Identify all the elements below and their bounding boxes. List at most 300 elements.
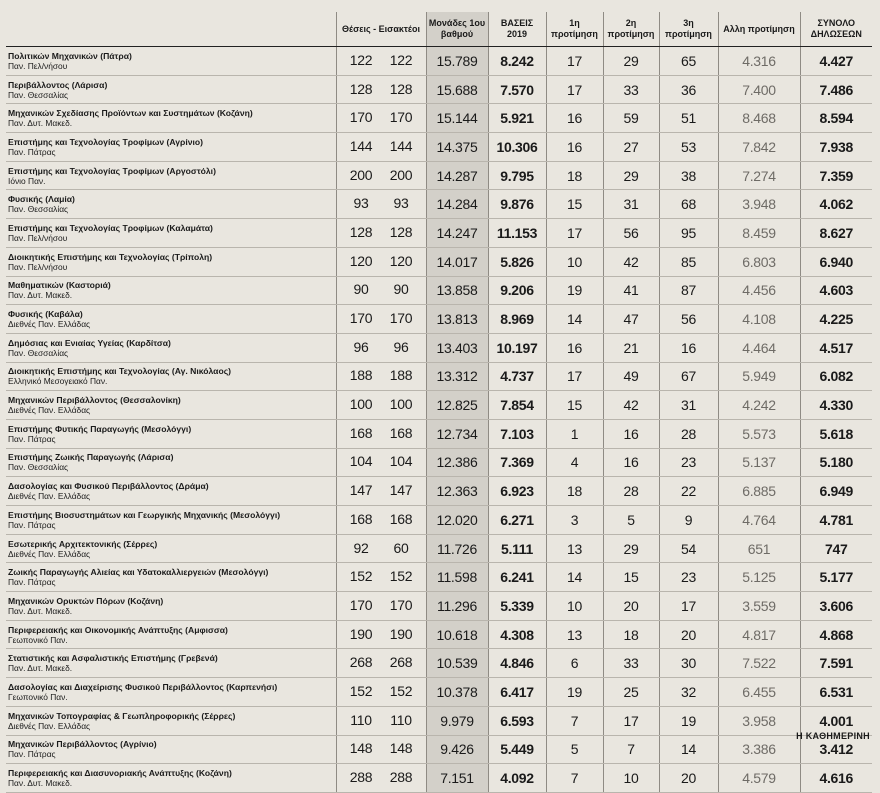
pref1-value: 18: [546, 477, 603, 506]
total-value: 4.427: [800, 47, 872, 76]
department-cell: [6, 592, 336, 621]
department-cell: [6, 534, 336, 563]
admitted-value: 288: [389, 769, 413, 786]
admitted-value: 96: [393, 338, 409, 355]
base-value: 9.206: [488, 276, 546, 305]
positions-value: 110: [350, 711, 372, 728]
pref2-value: 29: [603, 161, 659, 190]
department-cell: [6, 190, 336, 219]
department-cell: [6, 75, 336, 104]
admitted-value: 100: [389, 396, 413, 413]
department-cell: [6, 419, 336, 448]
total-value: 6.949: [800, 477, 872, 506]
positions-value: 90: [353, 281, 369, 298]
positions-cell: [336, 706, 426, 735]
pref3-value: 16: [659, 333, 718, 362]
other-pref-value: 5.949: [718, 362, 800, 391]
base-value: 7.570: [488, 75, 546, 104]
university-name: Παν. Δυτ. Μακεδ.: [8, 605, 73, 616]
base-value: 5.339: [488, 592, 546, 621]
total-value: 6.531: [800, 678, 872, 707]
admissions-table: [6, 12, 872, 793]
units-value: 13.403: [426, 333, 488, 362]
total-value: 4.781: [800, 506, 872, 535]
admitted-value: 152: [389, 568, 413, 585]
admitted-value: 128: [389, 80, 413, 97]
base-value: 4.846: [488, 649, 546, 678]
department-cell: [6, 104, 336, 133]
total-value: 8.594: [800, 104, 872, 133]
pref2-value: 29: [603, 47, 659, 76]
pref1-value: 17: [546, 75, 603, 104]
university-name: Διεθνές Παν. Ελλάδας: [8, 405, 91, 416]
table-row: [6, 706, 872, 735]
other-pref-value: 6.885: [718, 477, 800, 506]
pref3-value: 95: [659, 219, 718, 248]
pref3-value: 32: [659, 678, 718, 707]
positions-value: 152: [349, 682, 373, 699]
table-row: [6, 247, 872, 276]
positions-value: 200: [349, 166, 373, 183]
other-pref-value: 6.455: [718, 678, 800, 707]
other-pref-value: 5.137: [718, 448, 800, 477]
header-other: Αλλη προτίμηση: [718, 12, 800, 47]
positions-value: 190: [349, 625, 373, 642]
other-pref-value: 7.522: [718, 649, 800, 678]
header-pref2: 2η προτίμηση: [603, 12, 659, 47]
total-value: 4.062: [800, 190, 872, 219]
header-base: ΒΑΣΕΙΣ 2019: [488, 12, 546, 47]
pref2-value: 33: [603, 649, 659, 678]
pref3-value: 38: [659, 161, 718, 190]
department-name: Επιστήμης και Τεχνολογίας Τροφίμων (Αγρίνιο): [8, 136, 204, 147]
university-name: Ιόνιο Παν.: [8, 175, 46, 186]
other-pref-value: 5.125: [718, 563, 800, 592]
total-value: 5.618: [800, 419, 872, 448]
base-value: 9.795: [488, 161, 546, 190]
pref1-value: 1: [546, 419, 603, 448]
pref2-value: 5: [603, 506, 659, 535]
pref3-value: 23: [659, 563, 718, 592]
university-name: Παν. Πάτρας: [8, 519, 56, 530]
department-name: Ζωικής Παραγωγής Αλιείας και Υδατοκαλλιεργειών (Μεσολόγγι): [8, 567, 269, 578]
pref3-value: 67: [659, 362, 718, 391]
department-name: Μηχανικών Ορυκτών Πόρων (Κοζάνη): [8, 595, 164, 606]
positions-value: 170: [349, 596, 373, 613]
units-value: 12.363: [426, 477, 488, 506]
table-row: [6, 219, 872, 248]
total-value: 7.591: [800, 649, 872, 678]
university-name: Διεθνές Παν. Ελλάδας: [8, 548, 91, 559]
positions-value: 168: [349, 510, 373, 527]
other-pref-value: 7.274: [718, 161, 800, 190]
pref1-value: 13: [546, 620, 603, 649]
pref1-value: 17: [546, 47, 603, 76]
department-cell: [6, 477, 336, 506]
positions-cell: [336, 104, 426, 133]
table-row: [6, 563, 872, 592]
department-name: Επιστήμης Βιοσυστημάτων και Γεωργικής Μηχανικής (Μεσολόγγι): [8, 509, 281, 520]
units-value: 15.789: [426, 47, 488, 76]
positions-cell: [336, 333, 426, 362]
admitted-value: 170: [389, 310, 413, 327]
pref1-value: 18: [546, 161, 603, 190]
admitted-value: 93: [393, 195, 409, 212]
units-value: 14.287: [426, 161, 488, 190]
department-name: Δημόσιας και Ενιαίας Υγείας (Καρδίτσα): [8, 337, 171, 348]
base-value: 5.826: [488, 247, 546, 276]
department-name: Επιστήμης και Τεχνολογίας Τροφίμων (Αργοστόλι): [8, 165, 216, 176]
department-cell: [6, 764, 336, 793]
table-row: [6, 506, 872, 535]
department-cell: [6, 620, 336, 649]
positions-cell: [336, 649, 426, 678]
admitted-value: 110: [390, 711, 412, 728]
positions-cell: [336, 477, 426, 506]
units-value: 14.284: [426, 190, 488, 219]
base-value: 6.241: [488, 563, 546, 592]
positions-value: 93: [353, 195, 369, 212]
base-value: 7.369: [488, 448, 546, 477]
pref2-value: 56: [603, 219, 659, 248]
other-pref-value: 3.559: [718, 592, 800, 621]
department-name: Πολιτικών Μηχανικών (Πάτρα): [8, 50, 132, 61]
pref3-value: 14: [659, 735, 718, 764]
base-value: 8.242: [488, 47, 546, 76]
university-name: Παν. Θεσσαλίας: [8, 89, 69, 100]
base-value: 9.876: [488, 190, 546, 219]
units-value: 13.312: [426, 362, 488, 391]
admitted-value: 152: [389, 682, 413, 699]
pref2-value: 16: [603, 448, 659, 477]
table-row: [6, 764, 872, 793]
admitted-value: 90: [393, 281, 409, 298]
positions-cell: [336, 534, 426, 563]
positions-value: 128: [349, 80, 373, 97]
total-value: 4.603: [800, 276, 872, 305]
pref1-value: 13: [546, 534, 603, 563]
header-positions: Θέσεις - Εισακτέοι: [336, 12, 426, 47]
positions-cell: [336, 190, 426, 219]
table-row: [6, 620, 872, 649]
table-row: [6, 161, 872, 190]
pref1-value: 14: [546, 563, 603, 592]
pref3-value: 20: [659, 764, 718, 793]
positions-value: 144: [349, 137, 373, 154]
base-value: 10.197: [488, 333, 546, 362]
other-pref-value: 4.242: [718, 391, 800, 420]
positions-value: 120: [349, 252, 373, 269]
department-cell: [6, 362, 336, 391]
university-name: Παν. Πάτρας: [8, 146, 56, 157]
positions-value: 168: [349, 424, 373, 441]
pref1-value: 10: [546, 592, 603, 621]
total-value: 4.330: [800, 391, 872, 420]
department-name: Μηχανικών Σχεδίασης Προϊόντων και Συστημάτων (Κοζάνη): [8, 108, 253, 119]
other-pref-value: 4.817: [718, 620, 800, 649]
table-row: [6, 678, 872, 707]
university-name: Παν. Πελ/νήσου: [8, 232, 68, 243]
positions-cell: [336, 362, 426, 391]
positions-value: 92: [353, 539, 369, 556]
department-cell: [6, 333, 336, 362]
positions-cell: [336, 133, 426, 162]
department-name: Διοικητικής Επιστήμης και Τεχνολογίας (Τρίπολη): [8, 251, 213, 262]
department-name: Στατιστικής και Ασφαλιστικής Επιστήμης (Γρεβενά): [8, 653, 218, 664]
total-value: 6.082: [800, 362, 872, 391]
university-name: Γεωπονικό Παν.: [8, 691, 68, 702]
total-value: 747: [800, 534, 872, 563]
base-value: 6.923: [488, 477, 546, 506]
positions-cell: [336, 75, 426, 104]
other-pref-value: 5.573: [718, 419, 800, 448]
university-name: Παν. Δυτ. Μακεδ.: [8, 290, 73, 301]
base-value: 7.103: [488, 419, 546, 448]
admitted-value: 144: [389, 137, 413, 154]
table-row: [6, 391, 872, 420]
pref1-value: 15: [546, 391, 603, 420]
total-value: 4.517: [800, 333, 872, 362]
pref2-value: 7: [603, 735, 659, 764]
table-row: [6, 735, 872, 764]
positions-cell: [336, 276, 426, 305]
university-name: Διεθνές Παν. Ελλάδας: [8, 491, 91, 502]
pref3-value: 65: [659, 47, 718, 76]
pref3-value: 54: [659, 534, 718, 563]
pref3-value: 28: [659, 419, 718, 448]
positions-value: 148: [349, 740, 373, 757]
university-name: Διεθνές Παν. Ελλάδας: [8, 319, 91, 330]
pref3-value: 9: [659, 506, 718, 535]
pref2-value: 42: [603, 391, 659, 420]
department-cell: [6, 247, 336, 276]
table-row: [6, 362, 872, 391]
positions-value: 170: [349, 310, 373, 327]
pref3-value: 22: [659, 477, 718, 506]
pref2-value: 28: [603, 477, 659, 506]
pref3-value: 87: [659, 276, 718, 305]
pref2-value: 21: [603, 333, 659, 362]
base-value: 5.449: [488, 735, 546, 764]
units-value: 12.825: [426, 391, 488, 420]
table-row: [6, 333, 872, 362]
department-cell: [6, 47, 336, 76]
department-cell: [6, 391, 336, 420]
table-row: [6, 104, 872, 133]
department-name: Μηχανικών Περιβάλλοντος (Αγρίνιο): [8, 739, 157, 750]
base-value: 6.417: [488, 678, 546, 707]
units-value: 11.598: [426, 563, 488, 592]
table-header: [6, 12, 872, 47]
university-name: Παν. Θεσσαλίας: [8, 347, 69, 358]
total-value: 6.940: [800, 247, 872, 276]
department-cell: [6, 133, 336, 162]
positions-value: 147: [349, 482, 373, 499]
department-name: Μηχανικών Τοπογραφίας & Γεωπληροφορικής (Σέρρες): [8, 710, 236, 721]
positions-cell: [336, 563, 426, 592]
admitted-value: 147: [389, 482, 413, 499]
positions-cell: [336, 305, 426, 334]
university-name: Παν. Δυτ. Μακεδ.: [8, 778, 73, 789]
pref2-value: 16: [603, 419, 659, 448]
units-value: 12.734: [426, 419, 488, 448]
pref1-value: 16: [546, 133, 603, 162]
department-name: Περιβάλλοντος (Λάρισα): [8, 79, 108, 90]
table-row: [6, 448, 872, 477]
department-name: Εσωτερικής Αρχιτεκτονικής (Σέρρες): [8, 538, 158, 549]
positions-cell: [336, 764, 426, 793]
admitted-value: 188: [389, 367, 413, 384]
base-value: 4.308: [488, 620, 546, 649]
positions-value: 128: [349, 223, 373, 240]
department-cell: [6, 706, 336, 735]
pref3-value: 31: [659, 391, 718, 420]
units-value: 7.151: [426, 764, 488, 793]
other-pref-value: 4.579: [718, 764, 800, 793]
base-value: 7.854: [488, 391, 546, 420]
admitted-value: 190: [389, 625, 413, 642]
admitted-value: 128: [389, 223, 413, 240]
pref2-value: 41: [603, 276, 659, 305]
total-value: 4.001: [800, 706, 872, 735]
other-pref-value: 3.386: [718, 735, 800, 764]
positions-cell: [336, 735, 426, 764]
pref1-value: 16: [546, 333, 603, 362]
department-cell: [6, 649, 336, 678]
pref1-value: 17: [546, 362, 603, 391]
other-pref-value: 8.468: [718, 104, 800, 133]
other-pref-value: 8.459: [718, 219, 800, 248]
table-row: [6, 649, 872, 678]
department-name: Μηχανικών Περιβάλλοντος (Θεσσαλονίκη): [8, 395, 181, 406]
units-value: 12.020: [426, 506, 488, 535]
pref1-value: 16: [546, 104, 603, 133]
units-value: 15.144: [426, 104, 488, 133]
department-name: Φυσικής (Καβάλα): [8, 309, 83, 320]
header-pref1: 1η προτίμηση: [546, 12, 603, 47]
positions-cell: [336, 161, 426, 190]
total-value: 3.606: [800, 592, 872, 621]
university-name: Παν. Δυτ. Μακεδ.: [8, 663, 73, 674]
header-total: ΣΥΝΟΛΟ ΔΗΛΩΣΕΩΝ: [800, 12, 872, 47]
department-cell: [6, 563, 336, 592]
department-cell: [6, 219, 336, 248]
department-name: Περιφερειακής και Διασυνοριακής Ανάπτυξης (Κοζάνη): [8, 768, 232, 779]
pref2-value: 49: [603, 362, 659, 391]
university-name: Παν. Πάτρας: [8, 433, 56, 444]
university-name: Παν. Δυτ. Μακεδ.: [8, 118, 73, 129]
units-value: 11.296: [426, 592, 488, 621]
department-name: Διοικητικής Επιστήμης και Τεχνολογίας (Αγ. Νικόλαος): [8, 366, 232, 377]
units-value: 15.688: [426, 75, 488, 104]
pref3-value: 53: [659, 133, 718, 162]
department-cell: [6, 161, 336, 190]
pref2-value: 18: [603, 620, 659, 649]
positions-value: 96: [353, 338, 369, 355]
pref3-value: 23: [659, 448, 718, 477]
positions-value: 170: [349, 109, 373, 126]
university-name: Παν. Θεσσαλίας: [8, 204, 69, 215]
pref2-value: 17: [603, 706, 659, 735]
admitted-value: 104: [389, 453, 413, 470]
positions-value: 268: [349, 654, 373, 671]
total-value: 8.627: [800, 219, 872, 248]
admitted-value: 120: [389, 252, 413, 269]
other-pref-value: 3.958: [718, 706, 800, 735]
units-value: 9.426: [426, 735, 488, 764]
department-name: Δασολογίας και Φυσικού Περιβάλλοντος (Δράμα): [8, 481, 209, 492]
total-value: 7.486: [800, 75, 872, 104]
pref2-value: 29: [603, 534, 659, 563]
department-name: Περιφερειακής και Οικονομικής Ανάπτυξης (Αμφισσα): [8, 624, 228, 635]
table-row: [6, 190, 872, 219]
department-cell: [6, 448, 336, 477]
admitted-value: 148: [389, 740, 413, 757]
admitted-value: 268: [389, 654, 413, 671]
table-row: [6, 276, 872, 305]
other-pref-value: 4.764: [718, 506, 800, 535]
positions-value: 122: [349, 51, 373, 68]
other-pref-value: 4.316: [718, 47, 800, 76]
total-value: 4.616: [800, 764, 872, 793]
positions-value: 288: [349, 769, 373, 786]
header-pref3: 3η προτίμηση: [659, 12, 718, 47]
department-name: Δασολογίας και Διαχείρισης Φυσικού Περιβάλλοντος (Καρπενήσι): [8, 681, 278, 692]
base-value: 4.737: [488, 362, 546, 391]
pref1-value: 19: [546, 678, 603, 707]
units-value: 14.375: [426, 133, 488, 162]
header-units: Μονάδες 1ου βαθμού: [426, 12, 488, 47]
positions-value: 152: [349, 568, 373, 585]
table-body: [6, 47, 872, 793]
units-value: 12.386: [426, 448, 488, 477]
pref2-value: 10: [603, 764, 659, 793]
pref1-value: 15: [546, 190, 603, 219]
positions-cell: [336, 592, 426, 621]
other-pref-value: 7.842: [718, 133, 800, 162]
pref1-value: 14: [546, 305, 603, 334]
university-name: Παν. Πάτρας: [8, 577, 56, 588]
base-value: 5.111: [488, 534, 546, 563]
pref3-value: 68: [659, 190, 718, 219]
total-value: 7.359: [800, 161, 872, 190]
department-cell: [6, 276, 336, 305]
pref2-value: 31: [603, 190, 659, 219]
admitted-value: 122: [389, 51, 413, 68]
department-name: Επιστήμης Φυτικής Παραγωγής (Μεσολόγγι): [8, 423, 192, 434]
total-value: 4.868: [800, 620, 872, 649]
positions-cell: [336, 219, 426, 248]
positions-value: 100: [349, 396, 373, 413]
positions-value: 188: [349, 367, 373, 384]
table-row: [6, 47, 872, 76]
pref1-value: 6: [546, 649, 603, 678]
university-name: Παν. Πελ/νήσου: [8, 261, 68, 272]
other-pref-value: 4.456: [718, 276, 800, 305]
university-name: Παν. Πάτρας: [8, 749, 56, 760]
positions-cell: [336, 678, 426, 707]
department-name: Φυσικής (Λαμία): [8, 194, 75, 205]
pref2-value: 27: [603, 133, 659, 162]
pref3-value: 19: [659, 706, 718, 735]
units-value: 14.017: [426, 247, 488, 276]
university-name: Παν. Θεσσαλίας: [8, 462, 69, 473]
base-value: 6.593: [488, 706, 546, 735]
pref1-value: 19: [546, 276, 603, 305]
pref3-value: 51: [659, 104, 718, 133]
pref1-value: 4: [546, 448, 603, 477]
base-value: 6.271: [488, 506, 546, 535]
